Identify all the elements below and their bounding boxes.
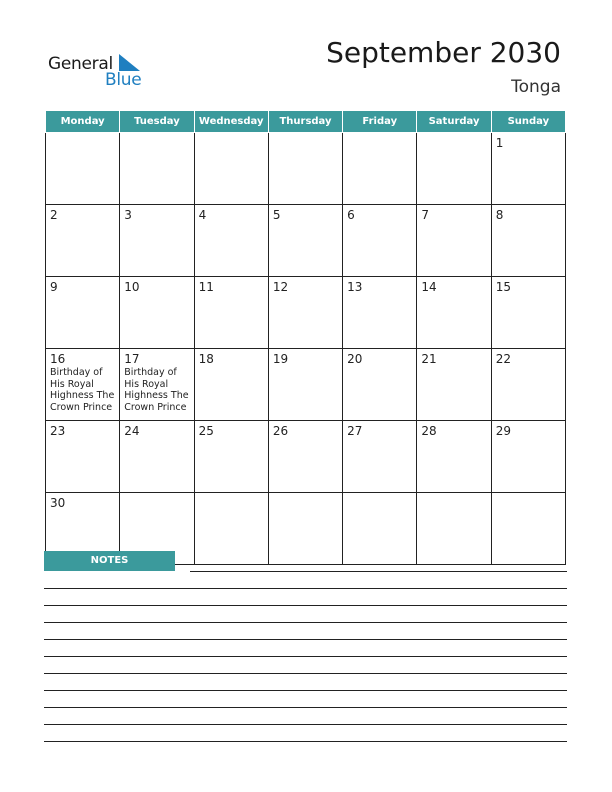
note-line [44, 724, 567, 725]
day-number: 7 [421, 208, 430, 222]
day-number: 17 [124, 352, 140, 366]
calendar-day-cell [343, 349, 417, 421]
day-number: 14 [421, 280, 437, 294]
weekday-header: Sunday [491, 111, 565, 133]
day-number: 6 [347, 208, 355, 222]
note-line [44, 656, 567, 657]
note-line [44, 622, 567, 623]
weekday-header: Thursday [268, 111, 342, 133]
calendar-day-cell [417, 493, 491, 565]
weekday-header: Saturday [417, 111, 491, 133]
calendar-day-cell [194, 133, 268, 205]
note-line [190, 571, 567, 572]
day-number: 18 [198, 352, 214, 366]
calendar-week-row [46, 421, 566, 493]
day-number: 22 [495, 352, 511, 366]
calendar-day-cell [268, 277, 342, 349]
weekday-header: Wednesday [194, 111, 268, 133]
calendar-day-cell [46, 205, 120, 277]
day-number: 3 [124, 208, 132, 222]
day-number: 23 [50, 424, 66, 438]
calendar-day-cell [268, 205, 342, 277]
weekday-header: Monday [46, 111, 120, 133]
day-number: 27 [347, 424, 363, 438]
note-line [44, 741, 567, 742]
calendar-day-cell [343, 493, 417, 565]
day-number: 11 [198, 280, 214, 294]
day-number: 1 [495, 136, 504, 150]
day-number: 25 [198, 424, 214, 438]
calendar-week-row [46, 349, 566, 421]
day-number: 5 [272, 208, 281, 222]
calendar-day-cell [194, 421, 268, 493]
holiday-event: Birthday of His Royal Highness The Crown Prince [124, 367, 189, 412]
country-label: Tonga [511, 77, 561, 97]
calendar-day-cell [417, 349, 491, 421]
calendar-day-cell [417, 277, 491, 349]
calendar-day-cell [491, 349, 565, 421]
day-number: 28 [421, 424, 437, 438]
calendar-day-cell [194, 205, 268, 277]
calendar-day-cell [268, 493, 342, 565]
calendar-day-cell [417, 133, 491, 205]
calendar-day-cell [343, 133, 417, 205]
day-number: 8 [495, 208, 504, 222]
calendar-day-cell [46, 349, 120, 421]
calendar-day-cell [46, 133, 120, 205]
note-line [44, 639, 567, 640]
calendar-day-cell [491, 133, 565, 205]
calendar-day-cell [491, 421, 565, 493]
note-line [44, 707, 567, 708]
day-number: 30 [50, 496, 66, 510]
calendar-day-cell [46, 421, 120, 493]
holiday-event: Birthday of His Royal Highness The Crown Prince [50, 367, 115, 412]
day-number: 4 [198, 208, 207, 222]
logo-text-general: General [48, 54, 113, 74]
calendar-day-cell [491, 277, 565, 349]
calendar-day-cell [194, 277, 268, 349]
calendar-day-cell [120, 277, 194, 349]
calendar-day-cell [120, 421, 194, 493]
notes-label: NOTES [44, 551, 175, 571]
day-number: 24 [124, 424, 140, 438]
weekday-header: Tuesday [120, 111, 194, 133]
calendar-day-cell [120, 133, 194, 205]
note-line [44, 605, 567, 606]
day-number: 9 [50, 280, 58, 294]
calendar-day-cell [268, 421, 342, 493]
page-title: September 2030 [326, 36, 561, 69]
calendar-day-cell [491, 205, 565, 277]
calendar-day-cell [491, 493, 565, 565]
day-number: 21 [421, 352, 437, 366]
day-number: 10 [124, 280, 140, 294]
day-number: 13 [347, 280, 363, 294]
calendar-day-cell [343, 421, 417, 493]
day-number: 12 [272, 280, 289, 294]
note-line [44, 588, 567, 589]
calendar-week-row [46, 205, 566, 277]
calendar-day-cell [194, 349, 268, 421]
day-number: 20 [347, 352, 363, 366]
weekday-header: Friday [343, 111, 417, 133]
logo [48, 52, 148, 92]
calendar-week-row [46, 133, 566, 205]
calendar-day-cell [417, 205, 491, 277]
calendar-grid [45, 110, 566, 565]
note-line [44, 690, 567, 691]
day-number: 29 [495, 424, 511, 438]
day-number: 16 [50, 352, 66, 366]
day-number: 15 [495, 280, 511, 294]
logo-triangle-icon [119, 54, 141, 71]
calendar-day-cell [417, 421, 491, 493]
calendar-day-cell [120, 205, 194, 277]
day-number: 19 [272, 352, 289, 366]
day-number: 26 [272, 424, 289, 438]
calendar-day-cell [120, 349, 194, 421]
calendar-day-cell [343, 277, 417, 349]
calendar-day-cell [194, 493, 268, 565]
calendar-day-cell [268, 133, 342, 205]
calendar-week-row [46, 277, 566, 349]
day-number: 2 [50, 208, 58, 222]
calendar-day-cell [268, 349, 342, 421]
note-line [44, 673, 567, 674]
calendar-day-cell [343, 205, 417, 277]
weekday-header-row [46, 111, 566, 133]
calendar-day-cell [46, 277, 120, 349]
logo-text-blue: Blue [105, 70, 142, 90]
